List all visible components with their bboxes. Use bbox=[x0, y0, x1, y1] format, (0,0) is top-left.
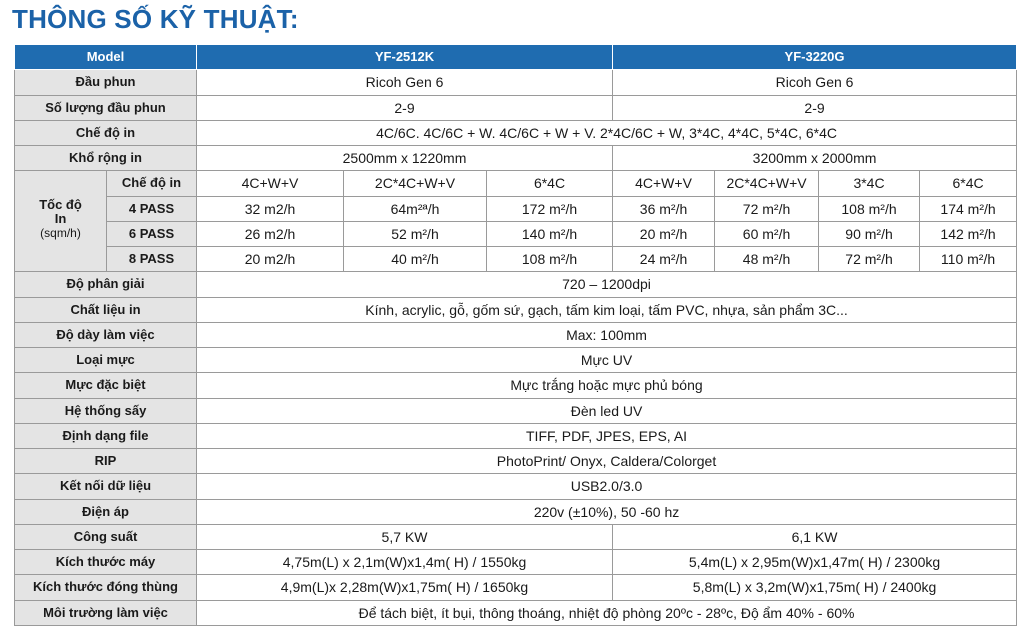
cell-value: 2500mm x 1220mm bbox=[197, 146, 613, 171]
row-label: Khổ rộng in bbox=[15, 146, 197, 171]
speed-mode: 2C*4C+W+V bbox=[344, 171, 487, 196]
speed-label-line2: In bbox=[54, 211, 67, 227]
cell-value: Đèn led UV bbox=[197, 398, 1017, 423]
table-row bbox=[15, 524, 1017, 549]
row-label: Định dạng file bbox=[15, 423, 197, 448]
speed-value: 20 m2/h bbox=[197, 247, 344, 272]
row-label: Đầu phun bbox=[15, 70, 197, 95]
speed-mode: 6*4C bbox=[487, 171, 613, 196]
speed-value: 110 m²/h bbox=[920, 247, 1017, 272]
header-model: Model bbox=[15, 45, 197, 70]
spec-table bbox=[14, 44, 1017, 626]
speed-label-unit: (sqm/h) bbox=[40, 226, 81, 241]
speed-value: 142 m²/h bbox=[920, 221, 1017, 246]
cell-value: Để tách biệt, ít bụi, thông thoáng, nhiệt độ phòng 20ºc - 28ºc, Độ ẩm 40% - 60% bbox=[197, 600, 1017, 625]
row-label: Điện áp bbox=[15, 499, 197, 524]
row-label: Công suất bbox=[15, 524, 197, 549]
cell-value: 4,9m(L)x 2,28m(W)x1,75m( H) / 1650kg bbox=[197, 575, 613, 600]
speed-value: 64m²ª/h bbox=[344, 196, 487, 221]
cell-value: Ricoh Gen 6 bbox=[613, 70, 1017, 95]
speed-mode: 4C+W+V bbox=[613, 171, 715, 196]
speed-value: 60 m²/h bbox=[715, 221, 819, 246]
cell-value: 5,4m(L) x 2,95m(W)x1,47m( H) / 2300kg bbox=[613, 550, 1017, 575]
table-row bbox=[15, 146, 1017, 171]
cell-value: Mực trắng hoặc mực phủ bóng bbox=[197, 373, 1017, 398]
table-row bbox=[15, 297, 1017, 322]
speed-value: 36 m²/h bbox=[613, 196, 715, 221]
row-label: Kích thước đóng thùng bbox=[15, 575, 197, 600]
speed-mode-row bbox=[15, 171, 1017, 196]
cell-value: Max: 100mm bbox=[197, 322, 1017, 347]
speed-value: 40 m²/h bbox=[344, 247, 487, 272]
cell-value: USB2.0/3.0 bbox=[197, 474, 1017, 499]
cell-value: PhotoPrint/ Onyx, Caldera/Colorget bbox=[197, 449, 1017, 474]
row-label: Chất liệu in bbox=[15, 297, 197, 322]
pass-label: 8 PASS bbox=[107, 247, 197, 272]
cell-value: 6,1 KW bbox=[613, 524, 1017, 549]
table-row bbox=[15, 474, 1017, 499]
table-row bbox=[15, 120, 1017, 145]
speed-value: 72 m²/h bbox=[715, 196, 819, 221]
page-title: THÔNG SỐ KỸ THUẬT: bbox=[12, 4, 299, 34]
table-row bbox=[15, 373, 1017, 398]
cell-value: 2-9 bbox=[613, 95, 1017, 120]
table-row bbox=[15, 272, 1017, 297]
table-row bbox=[15, 600, 1017, 625]
row-label: Môi trường làm việc bbox=[15, 600, 197, 625]
cell-value: Kính, acrylic, gỗ, gốm sứ, gạch, tấm kim loại, tấm PVC, nhựa, sản phẩm 3C... bbox=[197, 297, 1017, 322]
speed-pass-row bbox=[15, 247, 1017, 272]
row-label: Mực đặc biệt bbox=[15, 373, 197, 398]
header-row bbox=[15, 45, 1017, 70]
row-label: Kết nối dữ liệu bbox=[15, 474, 197, 499]
speed-value: 140 m²/h bbox=[487, 221, 613, 246]
cell-value: 3200mm x 2000mm bbox=[613, 146, 1017, 171]
row-label: Chế độ in bbox=[15, 120, 197, 145]
table-row bbox=[15, 499, 1017, 524]
speed-value: 108 m²/h bbox=[487, 247, 613, 272]
speed-mode: 2C*4C+W+V bbox=[715, 171, 819, 196]
table-row bbox=[15, 348, 1017, 373]
speed-value: 26 m2/h bbox=[197, 221, 344, 246]
table-row bbox=[15, 322, 1017, 347]
speed-value: 108 m²/h bbox=[819, 196, 920, 221]
header-model-1: YF-2512K bbox=[197, 45, 613, 70]
row-label: Độ dày làm việc bbox=[15, 322, 197, 347]
row-label: Số lượng đầu phun bbox=[15, 95, 197, 120]
row-label: Kích thước máy bbox=[15, 550, 197, 575]
speed-value: 72 m²/h bbox=[819, 247, 920, 272]
table-row bbox=[15, 550, 1017, 575]
table-row bbox=[15, 423, 1017, 448]
pass-label: 4 PASS bbox=[107, 196, 197, 221]
table-row bbox=[15, 70, 1017, 95]
cell-value: 220v (±10%), 50 -60 hz bbox=[197, 499, 1017, 524]
cell-value: 720 – 1200dpi bbox=[197, 272, 1017, 297]
speed-mode: 4C+W+V bbox=[197, 171, 344, 196]
table-row bbox=[15, 95, 1017, 120]
row-label: Loại mực bbox=[15, 348, 197, 373]
speed-value: 48 m²/h bbox=[715, 247, 819, 272]
speed-mode: 3*4C bbox=[819, 171, 920, 196]
cell-value: 2-9 bbox=[197, 95, 613, 120]
speed-label bbox=[15, 171, 107, 272]
speed-value: 20 m²/h bbox=[613, 221, 715, 246]
row-label: Hệ thống sấy bbox=[15, 398, 197, 423]
cell-value: 4,75m(L) x 2,1m(W)x1,4m( H) / 1550kg bbox=[197, 550, 613, 575]
cell-value: 5,8m(L) x 3,2m(W)x1,75m( H) / 2400kg bbox=[613, 575, 1017, 600]
row-label: RIP bbox=[15, 449, 197, 474]
speed-value: 32 m2/h bbox=[197, 196, 344, 221]
speed-pass-row bbox=[15, 221, 1017, 246]
row-label: Độ phân giải bbox=[15, 272, 197, 297]
cell-value: 5,7 KW bbox=[197, 524, 613, 549]
cell-value: 4C/6C. 4C/6C + W. 4C/6C + W + V. 2*4C/6C + W, 3*4C, 4*4C, 5*4C, 6*4C bbox=[197, 120, 1017, 145]
cell-value: TIFF, PDF, JPES, EPS, AI bbox=[197, 423, 1017, 448]
table-row bbox=[15, 575, 1017, 600]
speed-pass-row bbox=[15, 196, 1017, 221]
speed-value: 52 m²/h bbox=[344, 221, 487, 246]
speed-value: 24 m²/h bbox=[613, 247, 715, 272]
table-row bbox=[15, 449, 1017, 474]
speed-value: 90 m²/h bbox=[819, 221, 920, 246]
speed-value: 172 m²/h bbox=[487, 196, 613, 221]
cell-value: Mực UV bbox=[197, 348, 1017, 373]
speed-mode: 6*4C bbox=[920, 171, 1017, 196]
speed-value: 174 m²/h bbox=[920, 196, 1017, 221]
pass-label: 6 PASS bbox=[107, 221, 197, 246]
header-model-2: YF-3220G bbox=[613, 45, 1017, 70]
cell-value: Ricoh Gen 6 bbox=[197, 70, 613, 95]
speed-mode-label: Chế độ in bbox=[107, 171, 197, 196]
table-row bbox=[15, 398, 1017, 423]
speed-label-line1: Tốc độ bbox=[39, 197, 82, 213]
